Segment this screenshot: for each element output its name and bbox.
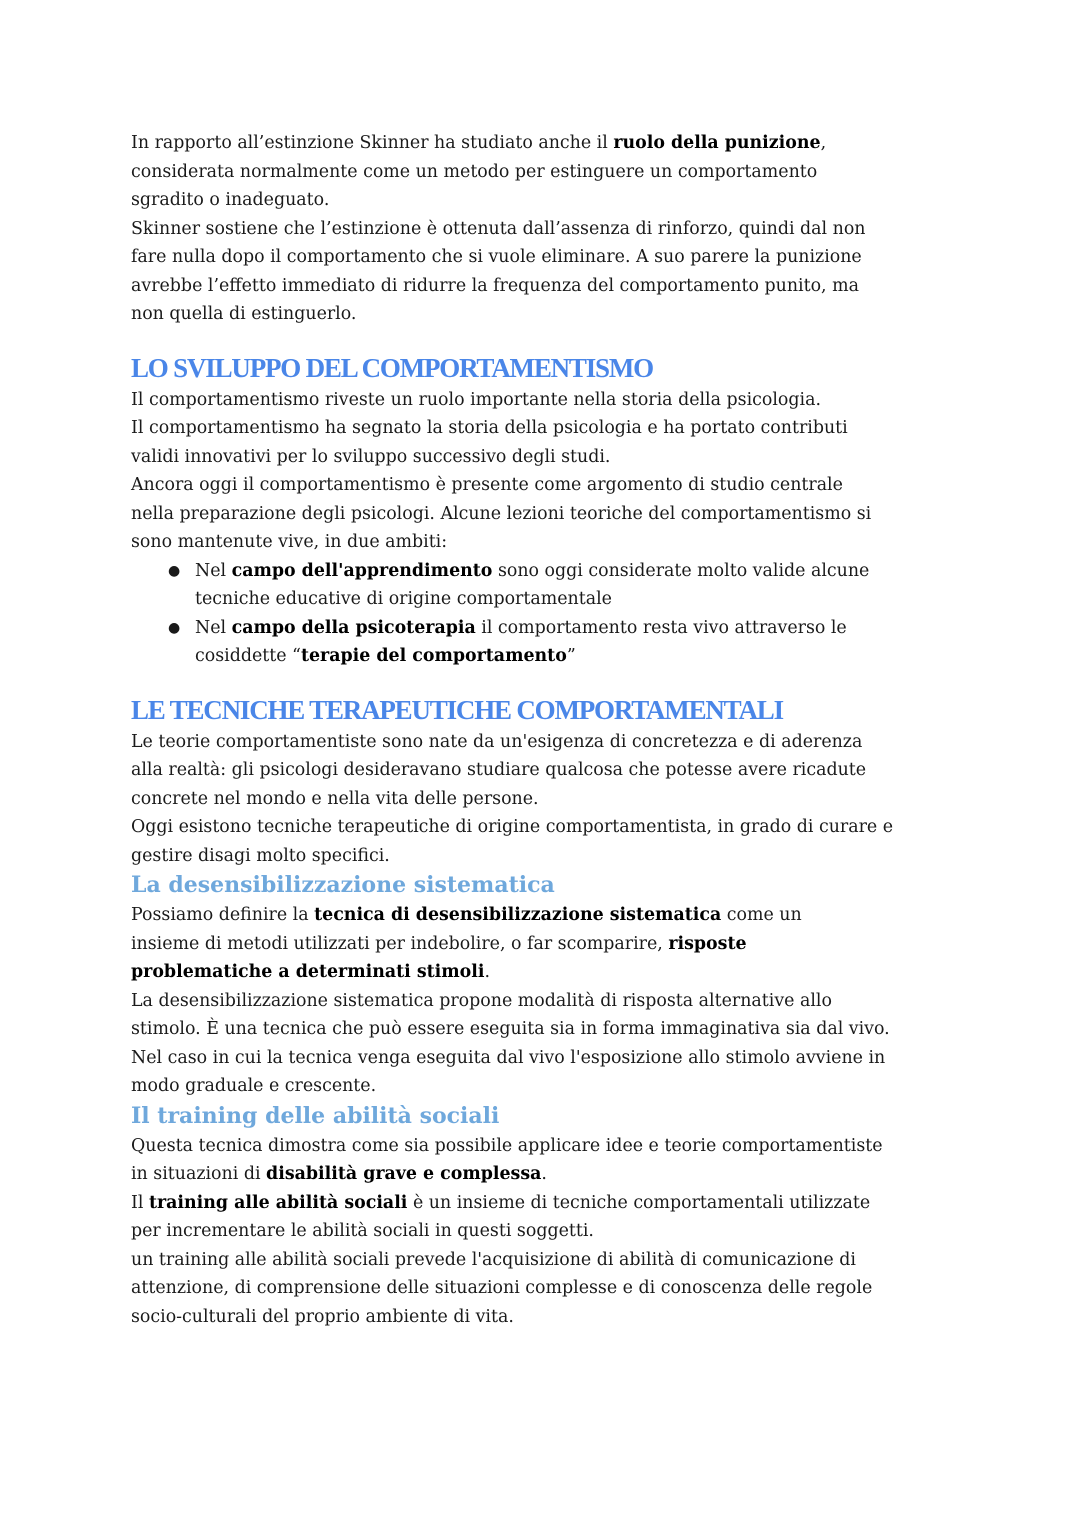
text-line: [131, 471, 991, 500]
text-run: per incrementare le abilità sociali in questi soggetti.: [131, 1221, 594, 1241]
bullet-item: [131, 557, 991, 586]
text-line: [131, 129, 991, 158]
text-line: [131, 1189, 991, 1218]
text-line: [131, 842, 991, 871]
text-line: [131, 300, 991, 329]
section-heading: LO SVILUPPO DEL COMPORTAMENTISMO: [131, 352, 653, 383]
text-run: gestire disagi molto specifici.: [131, 845, 390, 866]
text-run: sono oggi considerate molto valide alcune: [492, 560, 870, 581]
text-line: [131, 1274, 991, 1303]
text-line: [131, 785, 991, 814]
text-run: come un: [721, 905, 802, 925]
bold-text: training alle abilità sociali: [148, 1192, 408, 1213]
text-run: Ancora oggi il comportamentismo è presente come argomento di studio centrale: [131, 475, 843, 495]
text-line: [131, 215, 991, 244]
text-line: [131, 1246, 991, 1275]
text-line: [131, 585, 991, 614]
text-line: [131, 1072, 991, 1101]
text-run: validi innovativi per lo sviluppo successivo degli studi.: [131, 446, 611, 467]
bold-text: campo della psicoterapia: [231, 617, 476, 638]
text-line: [131, 1303, 991, 1332]
text-line: [131, 1160, 991, 1189]
text-run: Il comportamentismo ha segnato la storia della psicologia e ha portato contributi: [131, 418, 848, 438]
text-run: Skinner sostiene che l’estinzione è ottenuta dall’assenza di rinforzo, quindi dal non: [131, 218, 866, 239]
text-run: La desensibilizzazione sistematica propone modalità di risposta alternative allo: [131, 990, 832, 1011]
text-line: [131, 642, 991, 671]
text-run: Nel: [195, 560, 232, 581]
text-run: ,: [820, 133, 827, 153]
bold-text: terapie del comportamento: [300, 646, 567, 666]
text-run: fare nulla dopo il comportamento che si vuole eliminare. A suo parere la punizione: [131, 247, 862, 267]
document-page: [131, 129, 991, 1331]
text-run: stimolo. È una tecnica che può essere eseguita sia in forma immaginativa sia dal vivo.: [131, 1019, 890, 1039]
text-line: [131, 987, 991, 1016]
text-line: [131, 186, 991, 215]
bold-text: tecnica di desensibilizzazione sistematica: [314, 905, 722, 925]
text-run: ”: [566, 646, 576, 666]
text-line: [131, 414, 991, 443]
text-run: Questa tecnica dimostra come sia possibile applicare idee e teorie comportamentiste: [131, 1135, 883, 1156]
text-run: .: [484, 962, 491, 982]
text-run: nella preparazione degli psicologi. Alcune lezioni teoriche del comportamentismo si: [131, 503, 872, 524]
bullet-icon: ●: [168, 619, 181, 636]
text-run: un training alle abilità sociali prevede l'acquisizione di abilità di comunicazione di: [131, 1249, 856, 1270]
text-run: Nel: [195, 617, 232, 638]
bold-text: disabilità grave e complessa: [266, 1164, 542, 1184]
text-line: [131, 1044, 991, 1073]
text-run: il comportamento resta vivo attraverso le: [475, 617, 847, 638]
subsection-heading: La desensibilizzazione sistematica: [131, 872, 555, 898]
text-run: considerata normalmente come un metodo per estinguere un comportamento: [131, 161, 818, 182]
text-run: tecniche educative di origine comportamentale: [195, 589, 612, 609]
text-run: socio-culturali del proprio ambiente di vita.: [131, 1306, 514, 1327]
text-run: Il: [131, 1192, 149, 1213]
text-run: non quella di estinguerlo.: [131, 304, 357, 324]
text-run: alla realtà: gli psicologi desideravano studiare qualcosa che potesse avere ricadute: [131, 760, 867, 780]
bullet-item: [131, 614, 991, 643]
text-run: sono mantenute vive, in due ambiti:: [131, 532, 448, 552]
text-line: [131, 500, 991, 529]
text-line: [131, 1217, 991, 1246]
text-run: avrebbe l’effetto immediato di ridurre la frequenza del comportamento punito, ma: [131, 275, 859, 296]
text-run: cosiddette “: [195, 646, 301, 666]
text-run: In rapporto all’estinzione Skinner ha studiato anche il: [131, 133, 614, 153]
text-line: [131, 930, 991, 959]
text-line: [131, 813, 991, 842]
text-line: [131, 243, 991, 272]
text-run: Nel caso in cui la tecnica venga eseguita dal vivo l'esposizione allo stimolo avviene in: [131, 1047, 886, 1068]
text-run: concrete nel mondo e nella vita delle persone.: [131, 788, 539, 809]
text-run: è un insieme di tecniche comportamentali utilizzate: [407, 1192, 871, 1213]
text-run: modo graduale e crescente.: [131, 1076, 377, 1096]
text-run: .: [541, 1164, 547, 1184]
text-line: [131, 386, 991, 415]
text-line: [131, 443, 991, 472]
text-run: Le teorie comportamentiste sono nate da un'esigenza di concretezza e di aderenza: [131, 731, 863, 752]
text-line: [131, 158, 991, 187]
text-line: [131, 1015, 991, 1044]
section-heading: LE TECNICHE TERAPEUTICHE COMPORTAMENTALI: [131, 694, 783, 725]
text-run: attenzione, di comprensione delle situazioni complesse e di conoscenza delle regole: [131, 1278, 873, 1298]
subsection-heading: Il training delle abilità sociali: [131, 1102, 500, 1129]
bullet-icon: ●: [168, 562, 181, 579]
text-line: [131, 728, 991, 757]
text-line: [131, 756, 991, 785]
text-run: Il comportamentismo riveste un ruolo importante nella storia della psicologia.: [131, 389, 821, 410]
text-run: insieme di metodi utilizzati per indebolire, o far scomparire,: [131, 933, 669, 954]
bold-text: ruolo della punizione: [613, 133, 821, 153]
text-run: in situazioni di: [131, 1164, 267, 1184]
text-run: Possiamo definire la: [131, 905, 315, 925]
text-line: [131, 958, 991, 987]
text-line: [131, 1132, 991, 1161]
text-line: [131, 272, 991, 301]
bold-text: risposte: [668, 933, 747, 954]
text-run: Oggi esistono tecniche terapeutiche di origine comportamentista, in grado di curare e: [131, 817, 894, 837]
text-line: [131, 901, 991, 930]
text-line: [131, 528, 991, 557]
bold-text: campo dell'apprendimento: [231, 560, 493, 581]
text-run: sgradito o inadeguato.: [131, 190, 330, 210]
bold-text: problematiche a determinati stimoli: [131, 962, 485, 982]
